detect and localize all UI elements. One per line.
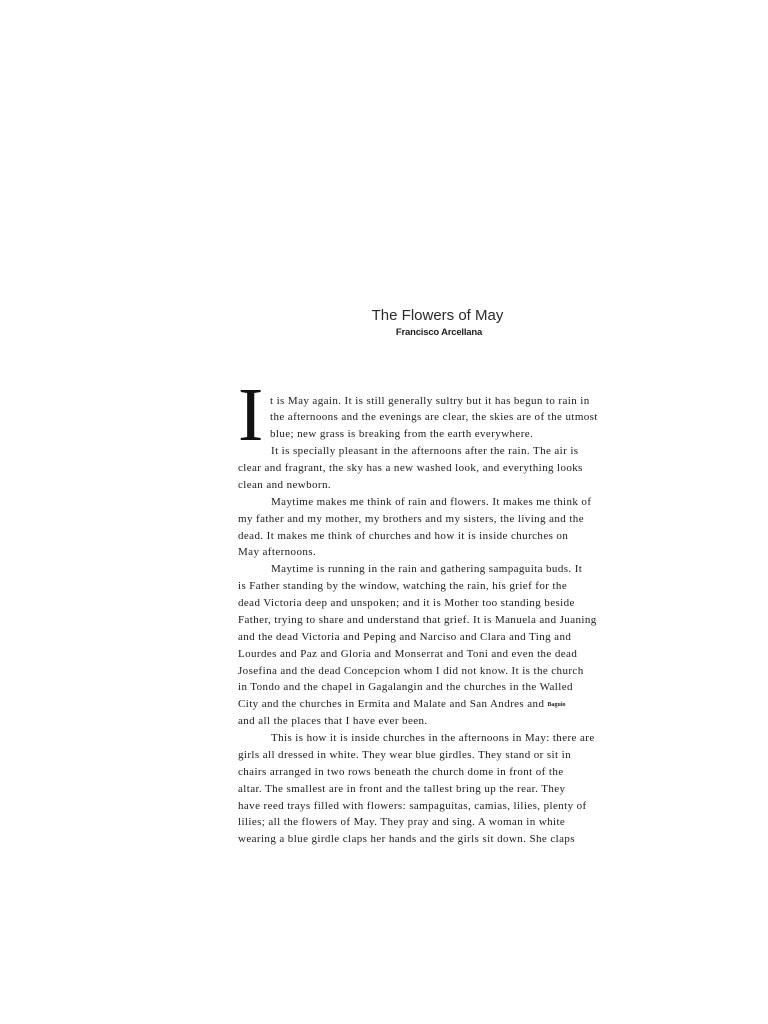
text-line: wearing a blue girdle claps her hands and the girls sit down. She claps <box>238 833 575 846</box>
text-line: the afternoons and the evenings are clear, the skies are of the utmost <box>270 411 598 424</box>
text-line: my father and my mother, my brothers and my sisters, the living and the <box>238 512 584 525</box>
paragraph <box>238 393 638 444</box>
paragraph <box>238 443 638 494</box>
text-line: altar. The smallest are in front and the tallest bring up the rear. They <box>238 782 566 795</box>
text-line: lilies; all the flowers of May. They pray and sing. A woman in white <box>238 816 566 829</box>
text-line: dead Victoria deep and unspoken; and it is Mother too standing beside <box>238 597 575 609</box>
article-title: The Flowers of May <box>371 307 504 324</box>
text-line: t is May again. It is still generally sultry but it has begun to rain in <box>270 394 590 407</box>
text-line: This is how it is inside churches in the afternoons in May: there are <box>271 732 595 744</box>
text-line: and the dead Victoria and Peping and Narciso and Clara and Ting and <box>238 630 572 643</box>
text-line: It is specially pleasant in the afternoons after the rain. The air is <box>271 445 579 458</box>
text-line: in Tondo and the chapel in Gagalangin and the churches in the Walled <box>238 681 573 694</box>
text-line-content: City and the churches in Ermita and Malate and San Andres and <box>238 698 545 711</box>
text-line: dead. It makes me think of churches and how it is inside churches on <box>238 529 569 542</box>
text-line: blue; new grass is breaking from the earth everywhere. <box>270 428 534 441</box>
text-line: have reed trays filled with flowers: sampaguitas, camias, lilies, plenty of <box>238 799 587 812</box>
inline-small-word: Baguio <box>547 702 566 709</box>
text-line: Josefina and the dead Concepcion whom I did not know. It is the church <box>238 664 584 677</box>
text-line: Father, trying to share and understand that grief. It is Manuela and Juaning <box>238 613 597 626</box>
body-text <box>238 393 638 849</box>
text-line: and all the places that I have ever been. <box>238 715 428 728</box>
paragraph <box>238 561 638 730</box>
text-line: clear and fragrant, the sky has a new washed look, and everything looks <box>238 462 583 474</box>
text-line: Maytime makes me think of rain and flowers. It makes me think of <box>271 495 592 508</box>
text-line: girls all dressed in white. They wear blue girdles. They stand or sit in <box>238 748 571 761</box>
drop-cap: I <box>238 373 264 457</box>
text-line: chairs arranged in two rows beneath the church dome in front of the <box>238 765 564 778</box>
text-line <box>238 696 638 713</box>
text-line: is Father standing by the window, watching the rain, his grief for the <box>238 580 568 593</box>
text-line: clean and newborn. <box>238 478 332 491</box>
paragraph <box>238 494 638 562</box>
text-line: Lourdes and Paz and Gloria and Monserrat and Toni and even the dead <box>238 647 578 660</box>
author-name: Francisco Arcellana <box>395 327 483 338</box>
text-line: Maytime is running in the rain and gathering sampaguita buds. It <box>271 563 583 576</box>
text-line: May afternoons. <box>238 546 317 559</box>
paragraph <box>238 730 638 848</box>
